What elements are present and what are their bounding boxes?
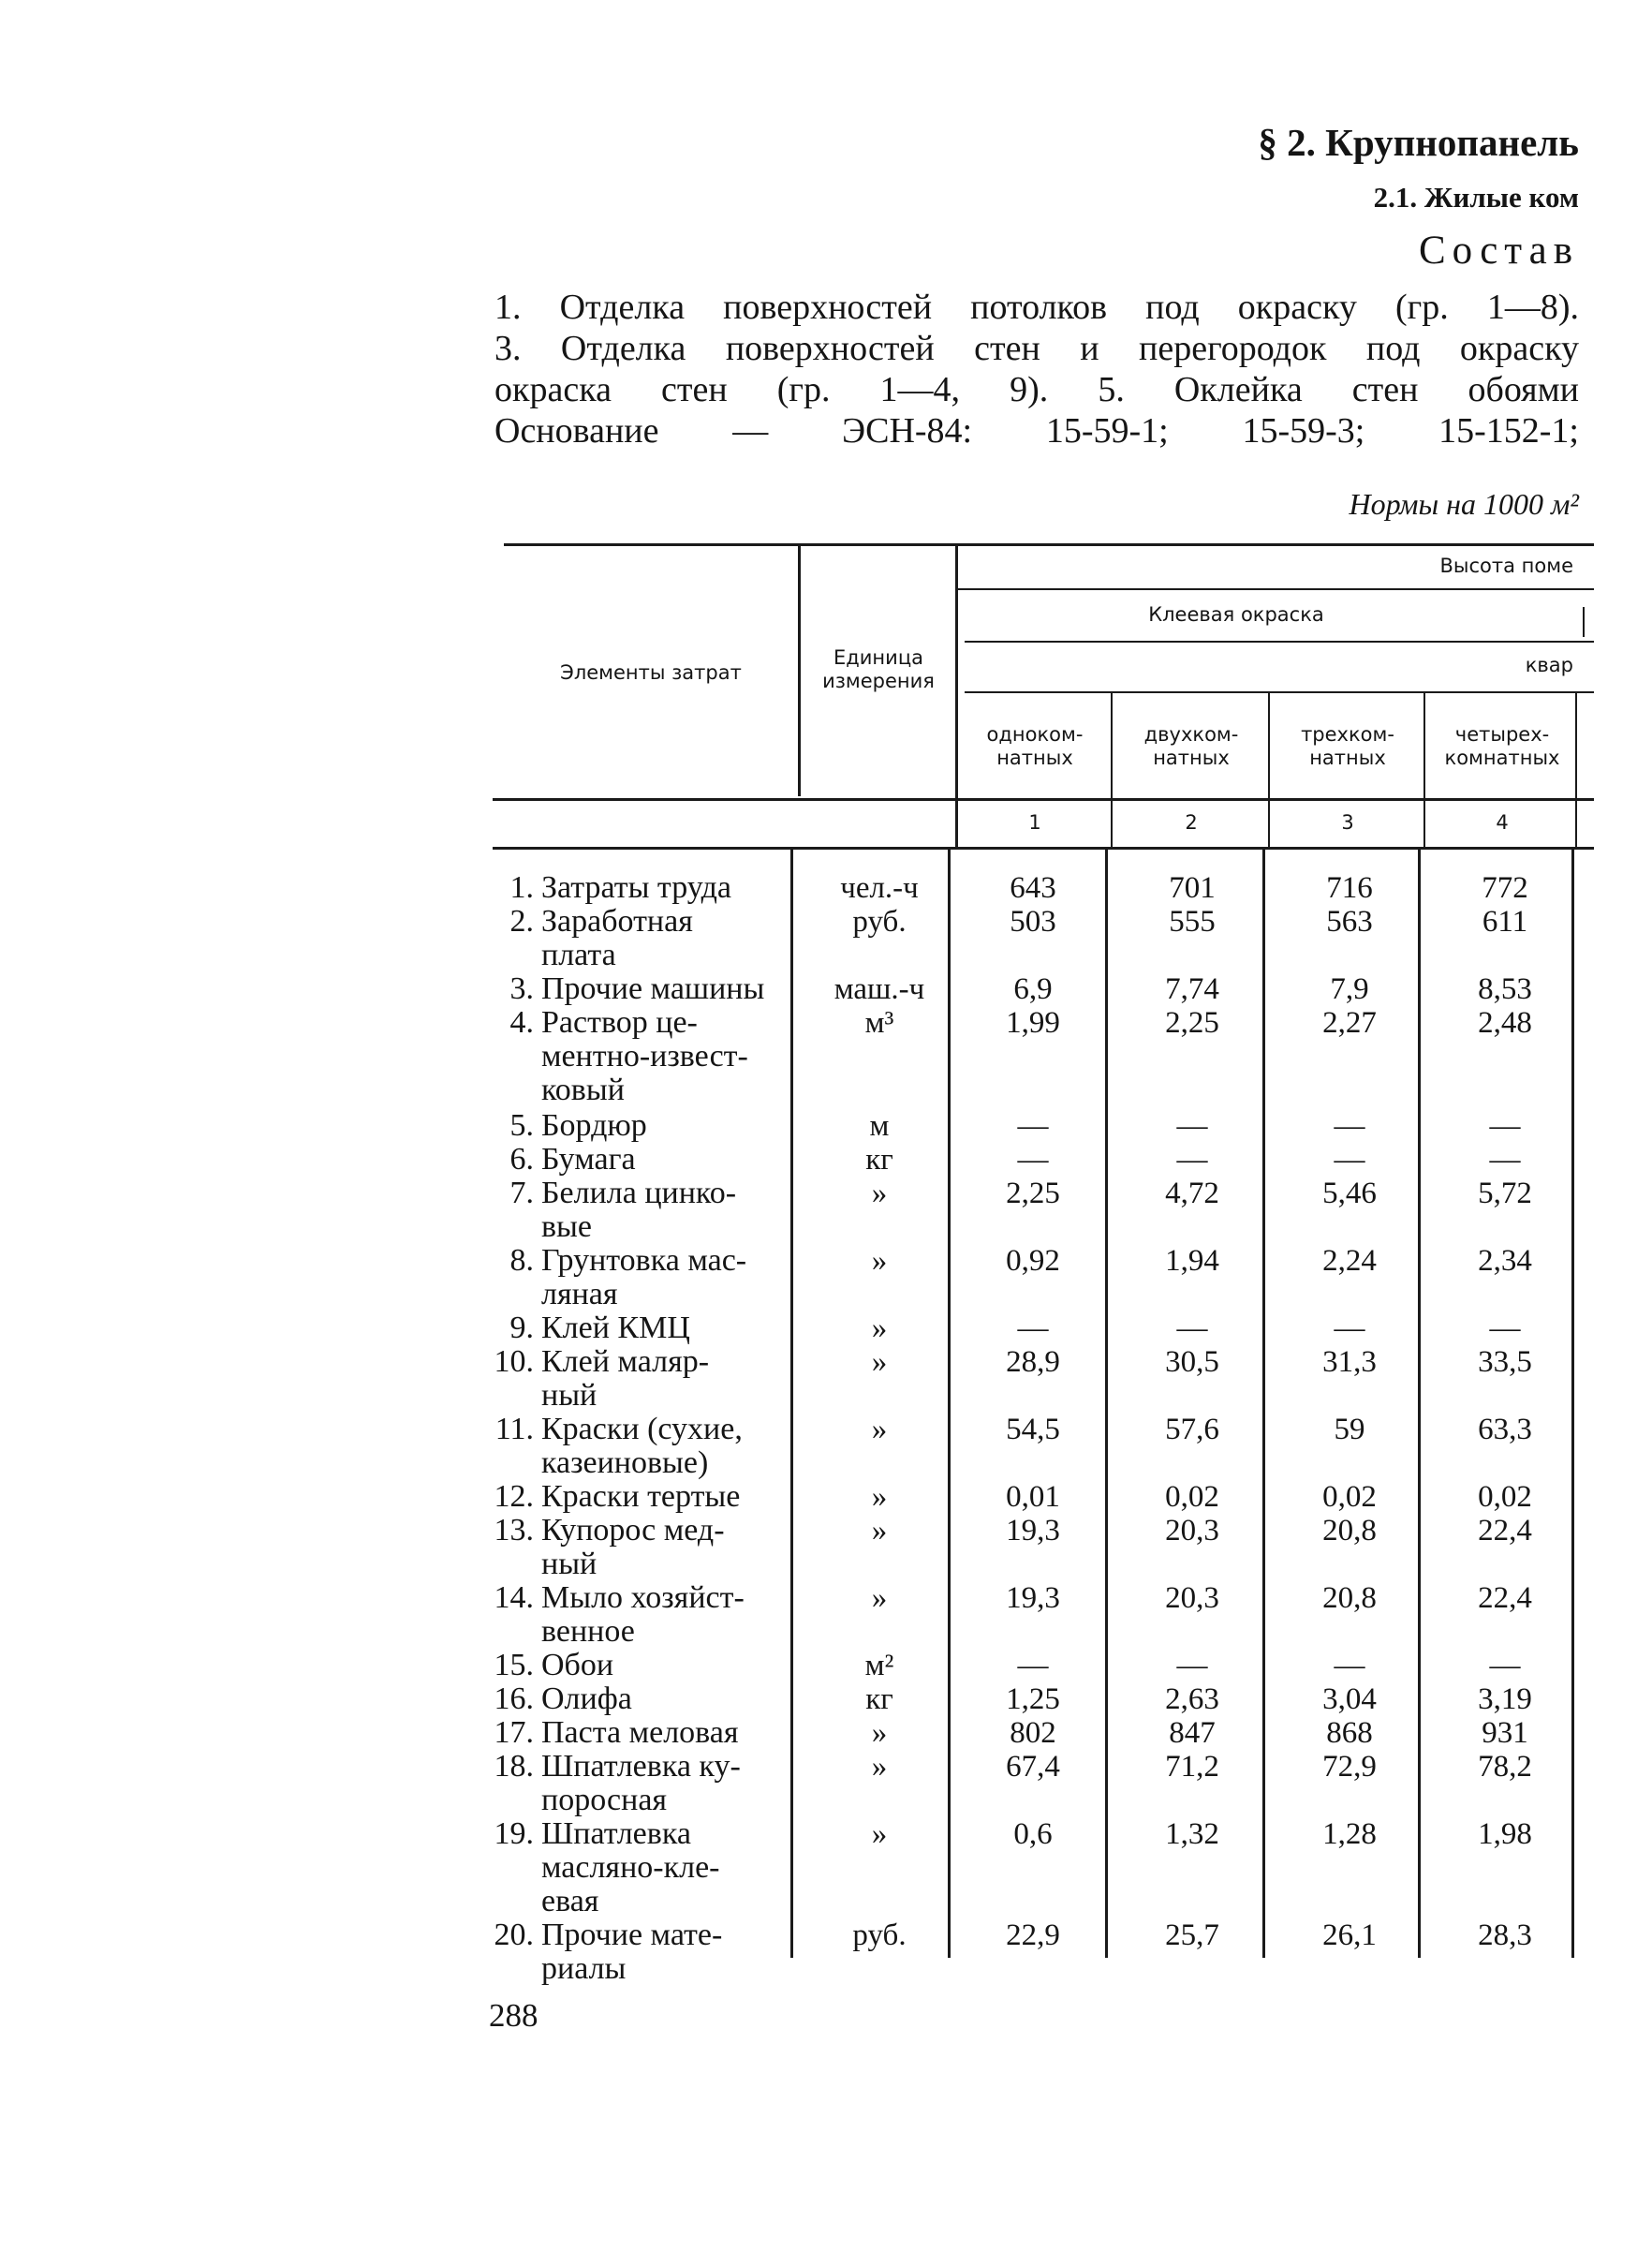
cost-element-name xyxy=(541,1311,787,1345)
row-number: 8. xyxy=(509,1243,534,1278)
value-cell: 2,34 xyxy=(1478,1244,1532,1278)
value-cell: 2,63 xyxy=(1165,1682,1219,1716)
value-cell: 20,3 xyxy=(1165,1514,1219,1548)
unit-cell: руб. xyxy=(852,1918,907,1952)
unit-cell: маш.-ч xyxy=(833,972,925,1006)
cost-element-name xyxy=(541,1006,787,1107)
value-cell: 57,6 xyxy=(1165,1413,1219,1446)
row-number: 11. xyxy=(494,1412,534,1446)
cost-element-name xyxy=(541,1480,787,1514)
value-cell: 54,5 xyxy=(1006,1413,1060,1446)
value-cell: 5,46 xyxy=(1322,1177,1377,1210)
cost-element-name-line: Затраты труда xyxy=(541,870,732,905)
value-cell: 847 xyxy=(1169,1716,1216,1750)
value-cell: 22,4 xyxy=(1478,1514,1532,1548)
cost-element-name-line: поросная xyxy=(541,1783,668,1817)
cost-element-name-line: ный xyxy=(541,1378,597,1413)
value-cell: 3,19 xyxy=(1478,1682,1532,1716)
value-cell: 2,24 xyxy=(1322,1244,1377,1278)
row-number: 9. xyxy=(509,1311,534,1345)
cost-element-name-line: Шпатлевка xyxy=(541,1816,691,1851)
value-cell: 1,28 xyxy=(1322,1817,1377,1851)
value-cell: — xyxy=(1334,1143,1365,1177)
cost-element xyxy=(485,972,787,1006)
value-cell: 0,02 xyxy=(1478,1480,1532,1514)
cost-element-name xyxy=(541,972,787,1006)
subheader-four-room xyxy=(1427,723,1577,770)
cost-element xyxy=(485,1345,787,1413)
value-cell: 4,72 xyxy=(1165,1177,1219,1210)
value-cell: 931 xyxy=(1482,1716,1528,1750)
value-cell: 0,92 xyxy=(1006,1244,1060,1278)
row-number: 6. xyxy=(509,1142,534,1177)
cost-element-name-line: Олифа xyxy=(541,1681,632,1716)
cost-element xyxy=(485,1682,787,1716)
value-cell: 6,9 xyxy=(1013,972,1053,1006)
cost-element-name xyxy=(541,1581,787,1649)
value-cell: — xyxy=(1489,1649,1521,1682)
cost-element-name xyxy=(541,1716,787,1750)
value-cell: 868 xyxy=(1326,1716,1373,1750)
cost-element-name-line: Заработная xyxy=(541,904,693,939)
glue-paint-header: Клеевая окраска xyxy=(1148,603,1324,626)
cost-element-name-line: евая xyxy=(541,1884,599,1918)
row-number: 18. xyxy=(494,1749,534,1784)
value-cell: — xyxy=(1017,1649,1049,1682)
unit-cell: » xyxy=(871,1514,888,1548)
unit-cell: чел.-ч xyxy=(840,871,919,905)
cost-element-name-line: венное xyxy=(541,1614,635,1649)
value-cell: 1,94 xyxy=(1165,1244,1219,1278)
value-cell: 503 xyxy=(1010,905,1056,939)
cost-element-name-line: риалы xyxy=(541,1951,627,1986)
value-cell: 643 xyxy=(1010,871,1056,905)
value-cell: 5,72 xyxy=(1478,1177,1532,1210)
cost-element-name-line: Шпатлевка ку- xyxy=(541,1749,741,1784)
cost-element xyxy=(485,1514,787,1581)
cost-element-name-line: ляная xyxy=(541,1277,618,1311)
cost-element-name xyxy=(541,1244,787,1311)
value-cell: — xyxy=(1334,1109,1365,1143)
row-number: 7. xyxy=(509,1176,534,1210)
cost-element-name xyxy=(541,1649,787,1682)
cost-element-name-line: Бумага xyxy=(541,1142,636,1177)
value-cell: — xyxy=(1489,1311,1521,1345)
cost-element-name-line: плата xyxy=(541,938,616,972)
value-cell: — xyxy=(1334,1311,1365,1345)
cost-element xyxy=(485,1177,787,1244)
apartment-header: квар xyxy=(1525,654,1573,676)
cost-element-name-line: Краски тертые xyxy=(541,1479,741,1514)
cost-element-name-line: Белила цинко- xyxy=(541,1176,737,1210)
cost-element-name xyxy=(541,1143,787,1177)
composition-line: 3. Отделка поверхностей стен и перегородок под окраску xyxy=(494,329,1579,368)
unit-cell: руб. xyxy=(852,905,907,939)
column-header-elements: Элементы затрат xyxy=(560,661,742,684)
value-cell: — xyxy=(1489,1109,1521,1143)
cost-element-name-line: Паста меловая xyxy=(541,1715,739,1750)
unit-cell: » xyxy=(871,1581,888,1615)
cost-element-name-line: Мыло хозяйст- xyxy=(541,1580,745,1615)
value-cell: 555 xyxy=(1169,905,1216,939)
composition-line: Основание — ЭСН-84: 15-59-1; 15-59-3; 15-152-1; xyxy=(494,411,1579,451)
unit-cell: » xyxy=(871,1716,888,1750)
norms-caption: Нормы на 1000 м² xyxy=(1349,487,1579,521)
subheader-line: двухком- xyxy=(1143,723,1239,746)
value-cell: 19,3 xyxy=(1006,1514,1060,1548)
row-number: 10. xyxy=(494,1344,534,1379)
subsection-title: 2.1. Жилые ком xyxy=(1373,181,1579,214)
value-cell: 63,3 xyxy=(1478,1413,1532,1446)
cost-element-name xyxy=(541,1682,787,1716)
value-cell: 3,04 xyxy=(1322,1682,1377,1716)
row-number: 4. xyxy=(509,1005,534,1040)
cost-element-name-line: вые xyxy=(541,1209,592,1244)
value-cell: 59 xyxy=(1334,1413,1365,1446)
value-cell: 20,3 xyxy=(1165,1581,1219,1615)
value-cell: 701 xyxy=(1169,871,1216,905)
cost-element-name-line: Краски (сухие, xyxy=(541,1412,743,1446)
value-cell: 1,32 xyxy=(1165,1817,1219,1851)
value-cell: 26,1 xyxy=(1322,1918,1377,1952)
cost-element xyxy=(485,905,787,972)
cost-element xyxy=(485,1480,787,1514)
column-number: 4 xyxy=(1496,811,1509,834)
row-number: 15. xyxy=(494,1648,534,1682)
value-cell: 20,8 xyxy=(1322,1514,1377,1548)
value-cell: 8,53 xyxy=(1478,972,1532,1006)
value-cell: 7,9 xyxy=(1330,972,1369,1006)
value-cell: 563 xyxy=(1326,905,1373,939)
row-number: 5. xyxy=(509,1108,534,1143)
cost-element-name-line: Обои xyxy=(541,1648,614,1682)
row-number: 14. xyxy=(494,1580,534,1615)
cost-element-name-line: Клей КМЦ xyxy=(541,1311,690,1345)
value-cell: 33,5 xyxy=(1478,1345,1532,1379)
value-cell: 22,9 xyxy=(1006,1918,1060,1952)
page-number: 288 xyxy=(489,1997,538,2034)
cost-element-name-line: Бордюр xyxy=(541,1108,647,1143)
value-cell: 30,5 xyxy=(1165,1345,1219,1379)
cost-element-name-line: ный xyxy=(541,1547,597,1581)
value-cell: — xyxy=(1489,1143,1521,1177)
cost-element-name-line: Купорос мед- xyxy=(541,1513,725,1548)
cost-element-name xyxy=(541,1514,787,1581)
row-number: 13. xyxy=(494,1513,534,1548)
cost-element-name xyxy=(541,1750,787,1817)
column-number: 1 xyxy=(1028,811,1041,834)
row-number: 16. xyxy=(494,1681,534,1716)
value-cell: 1,98 xyxy=(1478,1817,1532,1851)
value-cell: 0,02 xyxy=(1322,1480,1377,1514)
unit-cell: м³ xyxy=(864,1006,894,1040)
value-cell: 28,9 xyxy=(1006,1345,1060,1379)
subheader-line: натных xyxy=(996,747,1073,769)
cost-element xyxy=(485,1311,787,1345)
value-cell: 611 xyxy=(1482,905,1528,939)
row-number: 20. xyxy=(494,1918,534,1952)
cost-element xyxy=(485,1109,787,1143)
value-cell: 78,2 xyxy=(1478,1750,1532,1784)
value-cell: — xyxy=(1017,1311,1049,1345)
subheader-line: четырех- xyxy=(1454,723,1550,746)
cost-element xyxy=(485,1649,787,1682)
unit-cell: » xyxy=(871,1311,888,1345)
value-cell: 71,2 xyxy=(1165,1750,1219,1784)
unit-cell: » xyxy=(871,1750,888,1784)
unit-header-line: Единица xyxy=(833,646,923,669)
cost-element xyxy=(485,1750,787,1817)
subheader-line: одноком- xyxy=(986,723,1084,746)
height-header: Высота поме xyxy=(1439,555,1573,577)
unit-cell: кг xyxy=(865,1143,893,1177)
value-cell: 2,48 xyxy=(1478,1006,1532,1040)
value-cell: — xyxy=(1017,1143,1049,1177)
unit-cell: » xyxy=(871,1480,888,1514)
unit-cell: » xyxy=(871,1413,888,1446)
column-number: 2 xyxy=(1185,811,1198,834)
cost-element xyxy=(485,1006,787,1107)
row-number: 12. xyxy=(494,1479,534,1514)
value-cell: 28,3 xyxy=(1478,1918,1532,1952)
value-cell: 1,99 xyxy=(1006,1006,1060,1040)
subheader-line: комнатных xyxy=(1444,747,1560,769)
value-cell: — xyxy=(1176,1109,1208,1143)
value-cell: 7,74 xyxy=(1165,972,1219,1006)
value-cell: — xyxy=(1017,1109,1049,1143)
row-number: 19. xyxy=(494,1816,534,1851)
cost-element-name xyxy=(541,1177,787,1244)
value-cell: 31,3 xyxy=(1322,1345,1377,1379)
value-cell: 72,9 xyxy=(1322,1750,1377,1784)
value-cell: 772 xyxy=(1482,871,1528,905)
value-cell: 0,6 xyxy=(1013,1817,1053,1851)
composition-line: окраска стен (гр. 1—4, 9). 5. Оклейка стен обоями xyxy=(494,370,1579,409)
value-cell: 2,27 xyxy=(1322,1006,1377,1040)
unit-cell: » xyxy=(871,1817,888,1851)
unit-cell: » xyxy=(871,1177,888,1210)
unit-cell: » xyxy=(871,1244,888,1278)
value-cell: 1,25 xyxy=(1006,1682,1060,1716)
row-number: 2. xyxy=(509,904,534,939)
cost-element xyxy=(485,1244,787,1311)
subheader-line: натных xyxy=(1309,747,1386,769)
section-title: § 2. Крупнопанель xyxy=(1258,121,1579,164)
cost-element-name-line: ментно-извест- xyxy=(541,1039,748,1074)
value-cell: — xyxy=(1176,1311,1208,1345)
value-cell: — xyxy=(1334,1649,1365,1682)
value-cell: 25,7 xyxy=(1165,1918,1219,1952)
subheader-one-room xyxy=(959,723,1111,770)
unit-header-line: измерения xyxy=(822,670,935,692)
composition-heading: Состав xyxy=(1418,229,1579,273)
cost-element-name xyxy=(541,1413,787,1480)
value-cell: 19,3 xyxy=(1006,1581,1060,1615)
cost-element xyxy=(485,1918,787,1986)
cost-element xyxy=(485,1581,787,1649)
column-number: 3 xyxy=(1341,811,1354,834)
cost-element-name-line: Прочие машины xyxy=(541,971,765,1006)
cost-element xyxy=(485,1143,787,1177)
cost-element xyxy=(485,1817,787,1918)
cost-element-name-line: ковый xyxy=(541,1073,625,1107)
cost-element-name xyxy=(541,1817,787,1918)
subheader-line: натных xyxy=(1153,747,1230,769)
value-cell: 2,25 xyxy=(1006,1177,1060,1210)
value-cell: 2,25 xyxy=(1165,1006,1219,1040)
unit-cell: м xyxy=(869,1109,890,1143)
cost-element xyxy=(485,1716,787,1750)
row-number: 1. xyxy=(509,870,534,905)
cost-element-name xyxy=(541,871,787,905)
composition-line: 1. Отделка поверхностей потолков под окраску (гр. 1—8). xyxy=(494,288,1579,327)
value-cell: 67,4 xyxy=(1006,1750,1060,1784)
cost-element-name-line: Раствор це- xyxy=(541,1005,698,1040)
value-cell: 0,01 xyxy=(1006,1480,1060,1514)
composition-text xyxy=(494,287,1579,452)
row-number: 3. xyxy=(509,971,534,1006)
cost-element xyxy=(485,871,787,905)
cost-element-name xyxy=(541,905,787,972)
unit-cell: кг xyxy=(865,1682,893,1716)
cost-element-name-line: казеиновые) xyxy=(541,1445,709,1480)
row-number: 17. xyxy=(494,1715,534,1750)
subheader-line: трехком- xyxy=(1301,723,1394,746)
value-cell: 22,4 xyxy=(1478,1581,1532,1615)
cost-element-name-line: Прочие мате- xyxy=(541,1918,723,1952)
column-header-unit xyxy=(802,646,955,693)
subheader-two-room xyxy=(1114,723,1268,770)
cost-element-name-line: масляно-кле- xyxy=(541,1850,720,1885)
unit-cell: м² xyxy=(864,1649,894,1682)
value-cell: 0,02 xyxy=(1165,1480,1219,1514)
value-cell: — xyxy=(1176,1649,1208,1682)
cost-element xyxy=(485,1413,787,1480)
cost-element-name-line: Грунтовка мас- xyxy=(541,1243,747,1278)
value-cell: — xyxy=(1176,1143,1208,1177)
cost-element-name-line: Клей маляр- xyxy=(541,1344,710,1379)
cost-element-name xyxy=(541,1918,787,1986)
unit-cell: » xyxy=(871,1345,888,1379)
value-cell: 802 xyxy=(1010,1716,1056,1750)
value-cell: 716 xyxy=(1326,871,1373,905)
cost-element-name xyxy=(541,1109,787,1143)
subheader-three-room xyxy=(1272,723,1423,770)
value-cell: 20,8 xyxy=(1322,1581,1377,1615)
cost-element-name xyxy=(541,1345,787,1413)
